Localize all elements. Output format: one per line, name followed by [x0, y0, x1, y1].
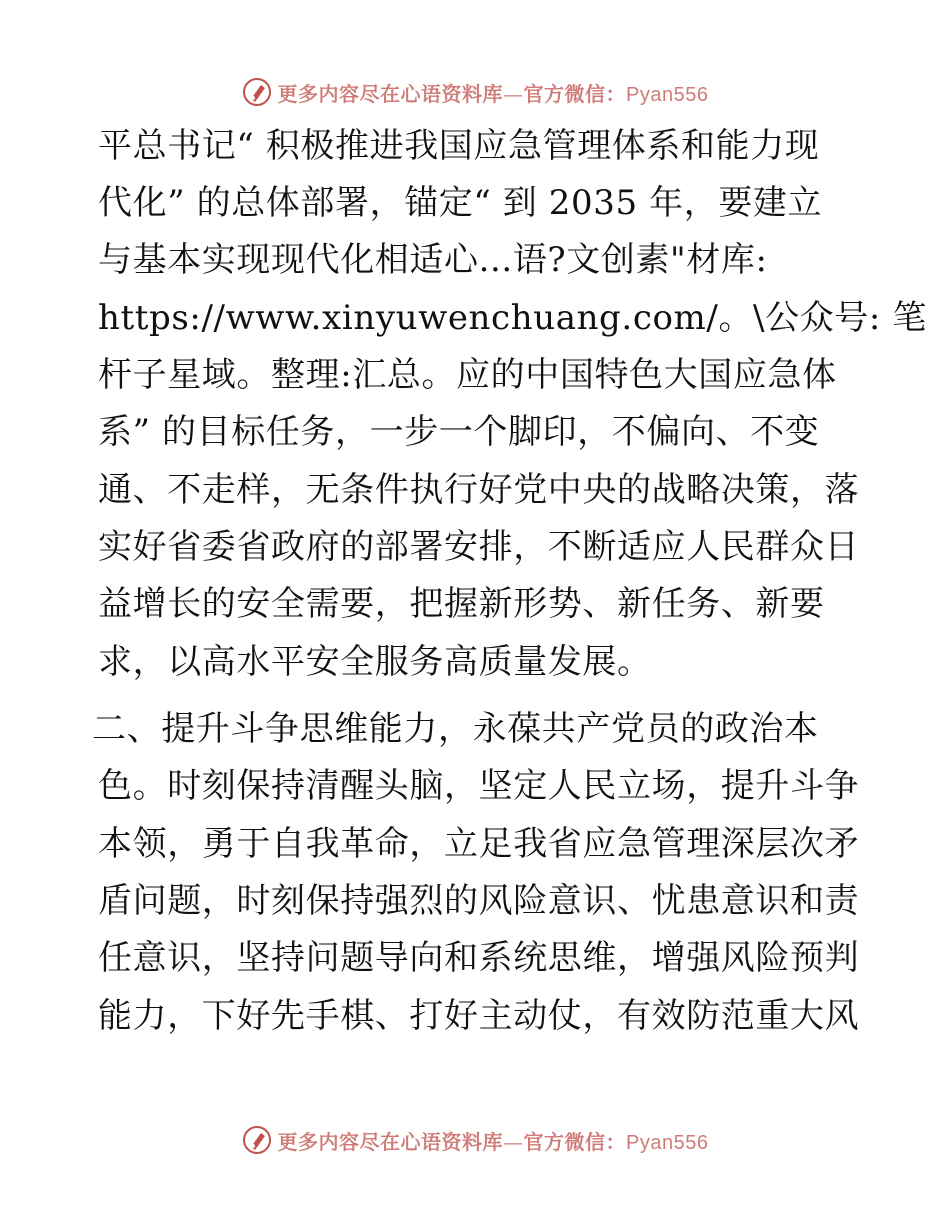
paragraph-line: 平总书记“ 积极推进我国应急管理体系和能力现 — [98, 126, 820, 166]
paragraph-line: 系” 的目标任务，一步一个脚印，不偏向、不变 — [98, 412, 820, 452]
paragraph-line: 与基本实现现代化相适心...语?文创素"材库: — [98, 240, 768, 280]
wechat-handle: Pyan556 — [626, 83, 709, 106]
paragraph-line: 本领，勇于自我革命，立足我省应急管理深层次矛 — [98, 824, 860, 864]
wechat-handle: Pyan556 — [626, 1131, 709, 1154]
paragraph-line: 盾问题，时刻保持强烈的风险意识、忧患意识和责 — [98, 881, 860, 921]
paragraph-line: 色。时刻保持清醒头脑，坚定人民立场，提升斗争 — [98, 766, 860, 806]
pen-nib-logo-icon — [242, 77, 272, 107]
paragraph-line: 通、不走样，无条件执行好党中央的战略决策，落 — [98, 470, 860, 510]
section-heading-line: 二、提升斗争思维能力，永葆共产党员的政治本 — [92, 709, 819, 749]
paragraph-line: 任意识，坚持问题导向和系统思维，增强风险预判 — [98, 938, 860, 978]
header-watermark — [0, 72, 950, 112]
watermark-text: 更多内容尽在心语资料库—官方微信：Pyan556 — [277, 81, 709, 106]
paragraph-line: 实好省委省政府的部署安排，不断适应人民群众日 — [98, 527, 860, 567]
paragraph-line: 益增长的安全需要，把握新形势、新任务、新要 — [98, 584, 825, 624]
paragraph-line: https://www.xinyuwenchuang.com/。\公众号: 笔 — [98, 298, 927, 338]
pen-nib-logo-icon — [242, 1125, 272, 1155]
paragraph-line: 代化” 的总体部署，锚定“ 到 2035 年，要建立 — [98, 183, 823, 223]
footer-watermark — [0, 1120, 950, 1160]
paragraph-line: 能力，下好先手棋、打好主动仗，有效防范重大风 — [98, 996, 860, 1036]
paragraph-line: 杆子星域。整理:汇总。应的中国特色大国应急体 — [98, 355, 837, 395]
paragraph-line: 求，以高水平安全服务高质量发展。 — [98, 642, 652, 682]
watermark-text: 更多内容尽在心语资料库—官方微信：Pyan556 — [277, 1129, 709, 1154]
